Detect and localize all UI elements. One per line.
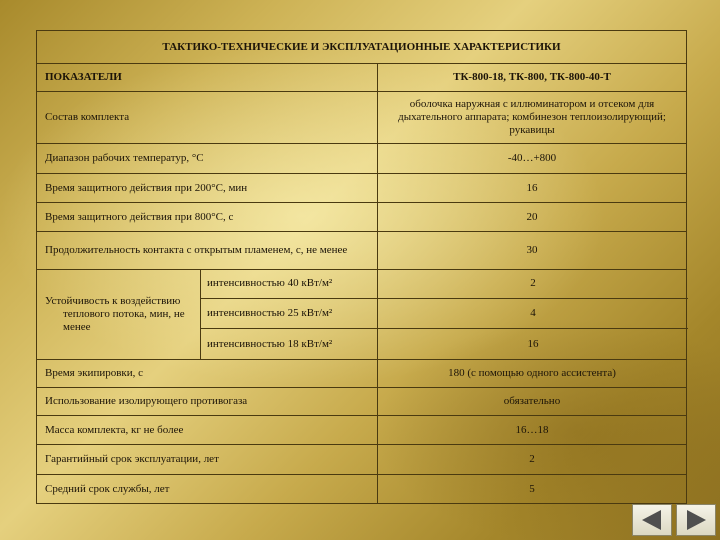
- row-label: Время защитного действия при 800°С, с: [45, 210, 234, 223]
- table-row: [37, 91, 686, 143]
- next-slide-button[interactable]: [676, 504, 716, 536]
- heat-flux-row: [201, 269, 688, 298]
- table-row: [37, 202, 686, 231]
- table-row: [37, 387, 686, 415]
- heat-flux-value: 2: [377, 269, 688, 298]
- triangle-left-icon: [639, 508, 665, 532]
- table-header-row: [37, 63, 686, 91]
- table-row: [37, 444, 686, 474]
- row-label: Использование изолирующего противогаза: [45, 395, 248, 407]
- heat-flux-condition: интенсивностью 40 кВт/м²: [207, 277, 333, 289]
- prev-slide-button[interactable]: [632, 504, 672, 536]
- row-value: 5: [377, 475, 686, 504]
- table-title: ТАКТИКО-ТЕХНИЧЕСКИЕ И ЭКСПЛУАТАЦИОННЫЕ ХАРАКТЕРИСТИКИ: [162, 41, 561, 53]
- row-value: обязательно: [377, 388, 686, 415]
- table-row: [37, 415, 686, 444]
- header-indicators: ПОКАЗАТЕЛИ: [45, 71, 122, 83]
- row-label: Диапазон рабочих температур, °С: [45, 152, 204, 164]
- row-value: 30: [377, 232, 686, 269]
- row-value: 16…18: [377, 416, 686, 444]
- heat-flux-row: [201, 298, 688, 328]
- row-label: Время экипировки, с: [45, 367, 144, 379]
- table-row: [37, 474, 686, 504]
- row-value: -40…+800: [377, 144, 686, 173]
- row-value: 180 (с помощью одного ассистента): [377, 360, 686, 387]
- table-row: [37, 359, 686, 387]
- heat-flux-condition: интенсивностью 18 кВт/м²: [207, 337, 333, 350]
- triangle-right-icon: [683, 508, 709, 532]
- row-label: Продолжительность контакта с открытым пламенем, с, не менее: [45, 244, 348, 256]
- row-label: Гарантийный срок эксплуатации, лет: [45, 453, 219, 465]
- table-row: [37, 173, 686, 202]
- row-value: оболочка наружная с иллюминатором и отсеком для дыхательного аппарата; комбинезон теплоизолирующий; рукавицы: [377, 92, 686, 143]
- heat-flux-value: 16: [377, 329, 688, 359]
- header-models: ТК-800-18, ТК-800, ТК-800-40-Т: [377, 64, 686, 91]
- row-label: Средний срок службы, лет: [45, 483, 170, 495]
- table-row: [37, 143, 686, 173]
- row-value: 16: [377, 174, 686, 202]
- row-label: Состав комплекта: [45, 111, 130, 123]
- heat-flux-value: 4: [377, 299, 688, 328]
- row-label: Масса комплекта, кг не более: [45, 423, 184, 436]
- table-title-row: [37, 31, 686, 63]
- row-label: Время защитного действия при 200°С, мин: [45, 181, 248, 194]
- row-value: 20: [377, 203, 686, 231]
- row-value: 2: [377, 445, 686, 474]
- specifications-table: [36, 30, 687, 504]
- heat-flux-label: Устойчивость к воздействию теплового потока, мин, не менее: [45, 295, 185, 333]
- heat-flux-condition: интенсивностью 25 кВт/м²: [207, 307, 333, 319]
- heat-flux-row: [201, 328, 688, 359]
- table-row: [37, 231, 686, 269]
